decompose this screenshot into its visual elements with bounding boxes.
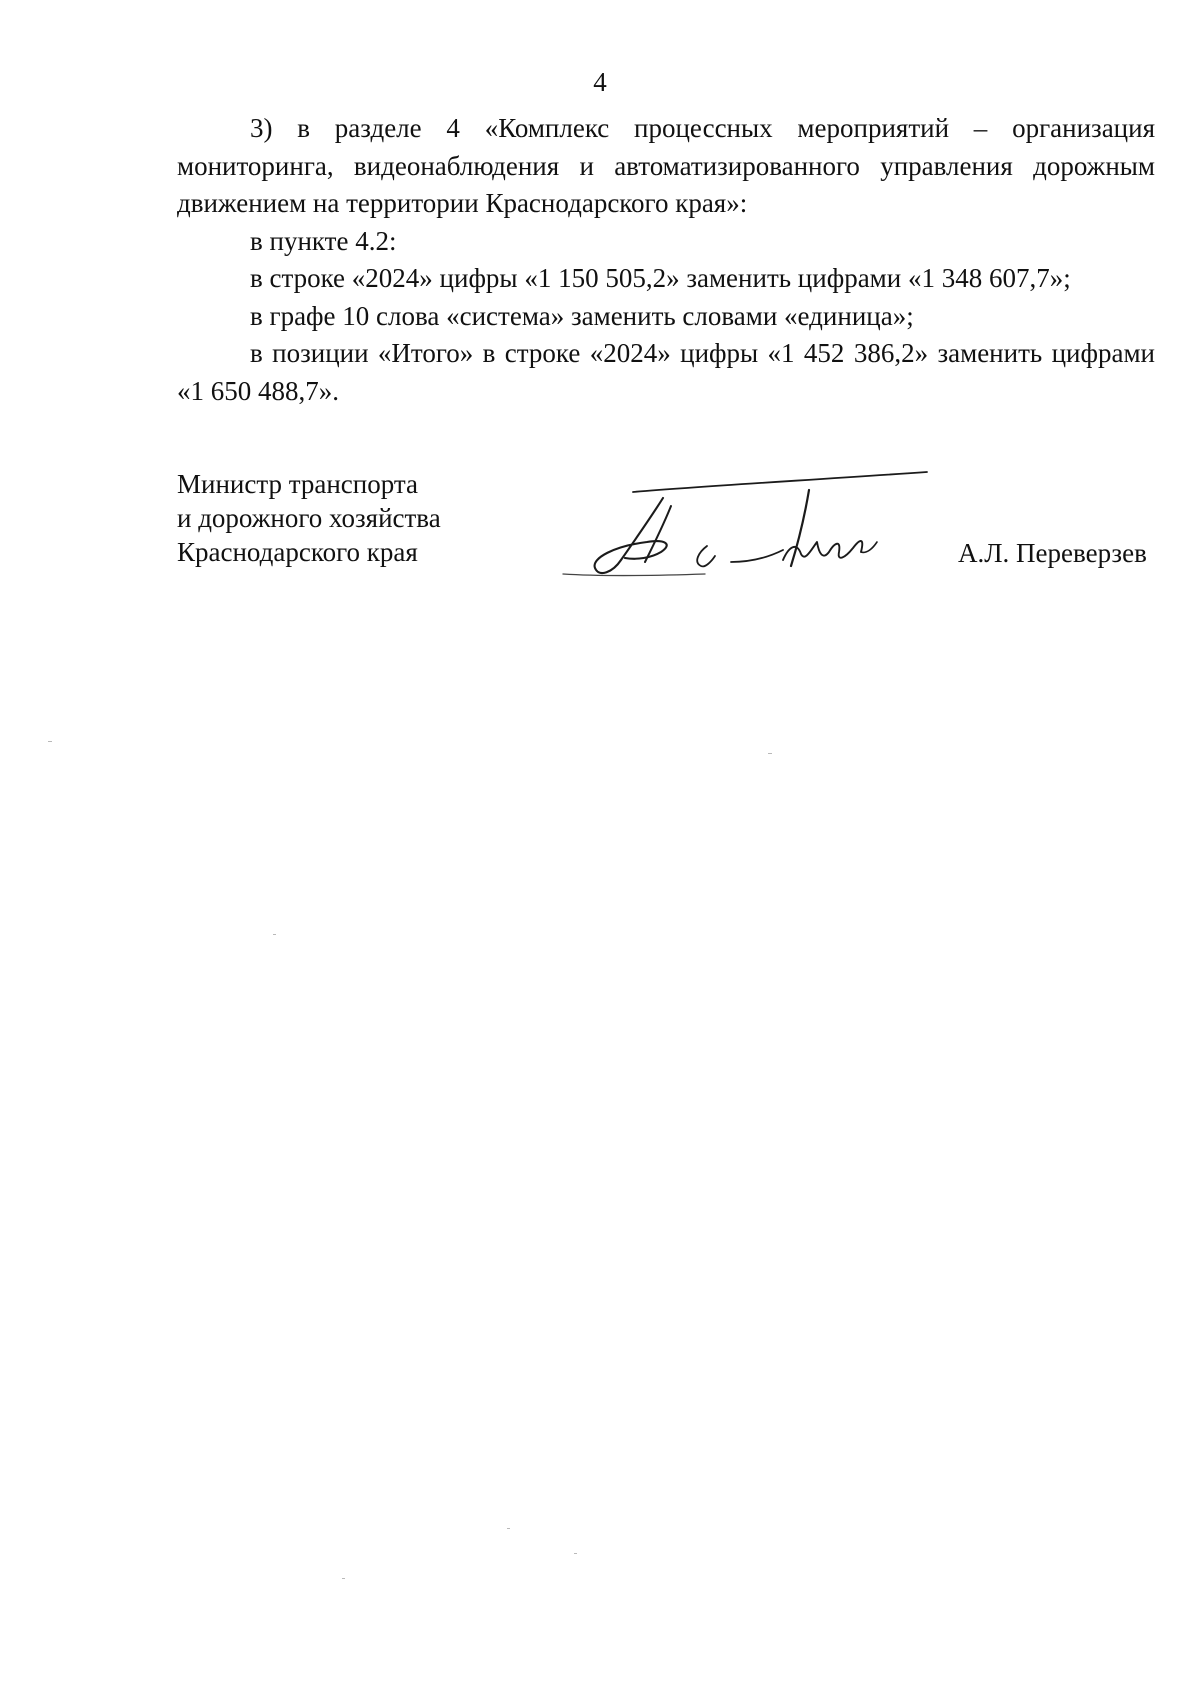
- amendment-intro: 3) в разделе 4 «Комплекс процессных мероприятий – организация мониторинга, видеонаблюдения и автоматизированного управления дорожным движением на территории Краснодарского края»:: [177, 113, 1155, 218]
- handwritten-signature: [555, 462, 935, 582]
- amendment-item: в позиции «Итого» в строке «2024» цифры «1 452 386,2» заменить цифрами «1 650 488,7».: [177, 338, 1155, 406]
- amendment-item: в пункте 4.2:: [250, 225, 397, 256]
- signatory-name: А.Л. Переверзев: [958, 538, 1147, 568]
- signatory-position-line: Министр транспорта: [177, 469, 418, 499]
- scan-speck: [273, 934, 276, 935]
- signatory-position-line: Краснодарского края: [177, 537, 418, 567]
- amendment-item: в строке «2024» цифры «1 150 505,2» заменить цифрами «1 348 607,7»;: [250, 263, 1071, 293]
- scan-speck: [574, 1553, 577, 1554]
- signatory-position-line: и дорожного хозяйства: [177, 503, 441, 533]
- scan-speck: [768, 753, 772, 754]
- amendment-text: [177, 110, 1155, 410]
- scan-speck: [48, 741, 52, 742]
- scan-speck: [342, 1578, 345, 1579]
- page-number: 4: [593, 67, 607, 97]
- signatory-position: [177, 467, 441, 569]
- scan-speck: [507, 1528, 510, 1529]
- amendment-item: в графе 10 слова «система» заменить словами «единица»;: [250, 300, 914, 331]
